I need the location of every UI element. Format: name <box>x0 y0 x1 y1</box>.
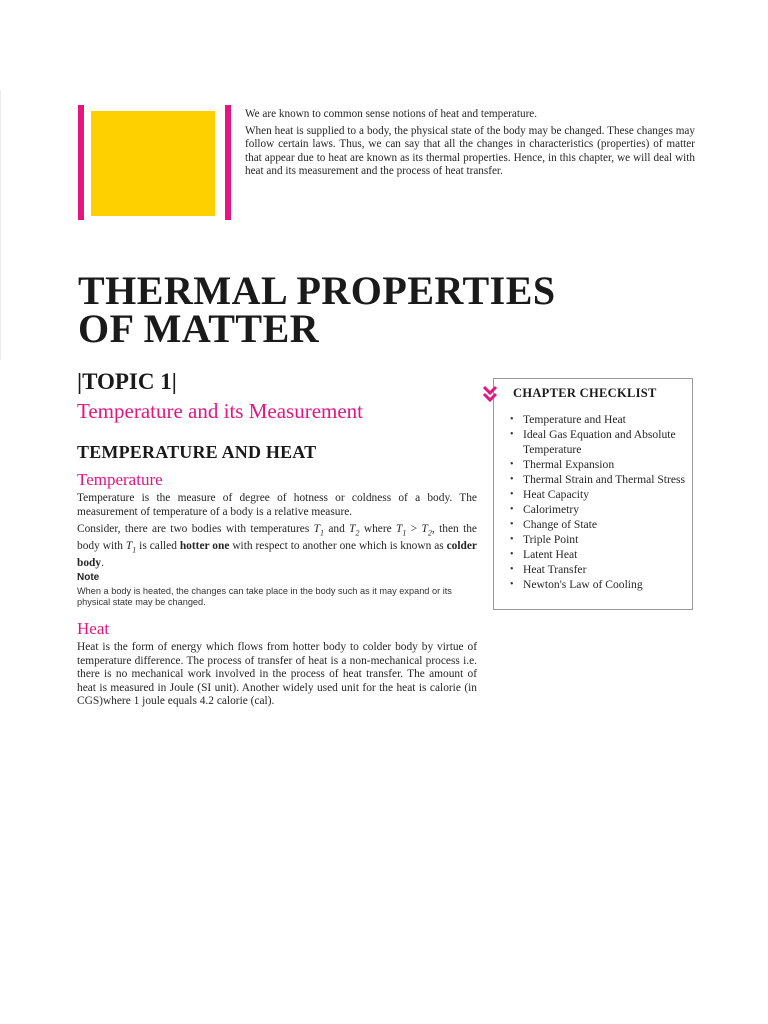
checklist-item: • Newton's Law of Cooling <box>508 577 688 592</box>
checklist-item: • Heat Transfer <box>508 562 688 577</box>
checklist-items <box>508 412 688 592</box>
checklist-title: CHAPTER CHECKLIST <box>513 386 657 400</box>
then-text: , then the body with <box>77 523 477 552</box>
heat-heading: Heat <box>77 619 110 638</box>
topic-label: |TOPIC 1| <box>77 369 177 394</box>
section-heading: TEMPERATURE AND HEAT <box>77 442 317 462</box>
gt-text: > <box>406 523 422 535</box>
checklist-item: • Thermal Expansion <box>508 457 688 472</box>
t1-symbol-3: T <box>125 539 133 552</box>
temperature-heading: Temperature <box>77 470 163 489</box>
t2-symbol: T <box>349 523 356 535</box>
intro-line-2: When heat is supplied to a body, the physical state of the body may be changed. These changes may follow certain laws. Thus, we can say that all the changes in characteristics (properties) of matter that appear due to heat are known as its thermal properties. Hence, in this chapter, we will deal with heat and its measurement and the process of heat transfer. <box>245 125 695 177</box>
where-text: where <box>359 523 397 535</box>
heat-paragraph: Heat is the form of energy which flows from hotter body to colder body by virtue of temperature difference. The process of transfer of heat is a non-mechanical process i.e. there is no mechanical work involved in the process of heat transfer. The amount of heat is measured in Joule (SI unit). Another widely used unit for the heat is calorie (in CGS)where 1 joule equals 4.2 calorie (cal). <box>77 641 477 708</box>
double-chevron-down-icon <box>482 384 498 404</box>
right-accent-bar <box>225 105 231 220</box>
colder-term: colder body <box>77 539 477 569</box>
temperature-paragraph: Temperature is the measure of degree of hotness or coldness of a body. The measurement of temperature of a body is a relative measure. <box>77 492 477 518</box>
checklist-item: • Temperature and Heat <box>508 412 688 427</box>
checklist-item: • Calorimetry <box>508 502 688 517</box>
t2-subscript-2: 2 <box>427 528 432 538</box>
page-edge-line <box>0 90 1 360</box>
checklist-item: • Ideal Gas Equation and Absolute Temperature <box>508 427 688 457</box>
checklist-item: • Latent Heat <box>508 547 688 562</box>
t1-subscript: 1 <box>319 528 324 538</box>
checklist-item: • Triple Point <box>508 532 688 547</box>
intro-line-1: We are known to common sense notions of heat and temperature. <box>245 108 538 120</box>
hotter-term: hotter one <box>179 539 230 552</box>
t2-symbol-2: T <box>421 523 428 535</box>
chapter-title-line-2: OF MATTER <box>78 306 320 351</box>
left-accent-bar <box>78 105 84 220</box>
t1-symbol-2: T <box>396 523 403 535</box>
t2-subscript: 2 <box>355 528 360 538</box>
period-text: . <box>101 556 104 569</box>
checklist-item: • Thermal Strain and Thermal Stress <box>508 472 688 487</box>
checklist-item: • Change of State <box>508 517 688 532</box>
note-label: Note <box>77 572 100 583</box>
chapter-title-line-1: THERMAL PROPERTIES <box>78 268 556 313</box>
t1-subscript-2: 1 <box>402 528 407 538</box>
t1-subscript-3: 1 <box>132 545 137 555</box>
called-text: is called <box>136 539 180 552</box>
chapter-title <box>78 268 598 351</box>
t1-symbol: T <box>313 523 320 535</box>
respect-text: with respect to another one which is known as <box>229 539 447 552</box>
and-text: and <box>323 523 350 535</box>
topic-title: Temperature and its Measurement <box>77 399 364 423</box>
note-text: When a body is heated, the changes can take place in the body such as it may expand or its physical state may be changed. <box>77 586 452 608</box>
checklist-item: • Heat Capacity <box>508 487 688 502</box>
chapter-intro <box>245 108 695 182</box>
consider-paragraph <box>77 523 477 570</box>
yellow-square-decoration <box>91 111 215 216</box>
consider-text-a: Consider, there are two bodies with temperatures <box>77 523 314 535</box>
